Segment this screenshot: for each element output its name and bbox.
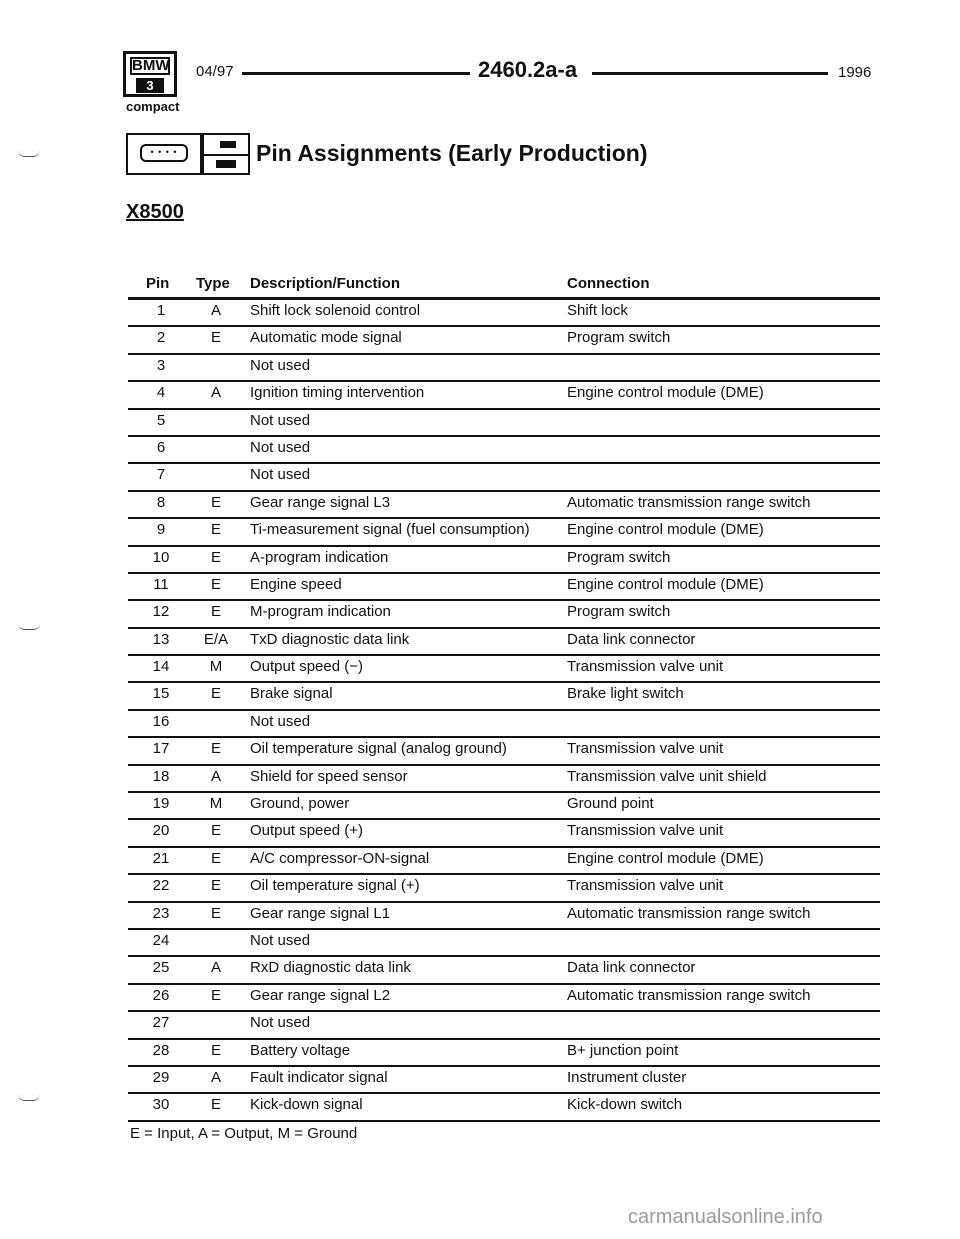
pin-cell: 3 xyxy=(156,356,166,374)
connection-cell: Engine control module (DME) xyxy=(567,521,764,539)
table-row xyxy=(0,683,960,710)
col-connection: Connection xyxy=(567,275,650,292)
description-cell: Shift lock solenoid control xyxy=(250,302,421,319)
pin-cell: 29 xyxy=(152,1068,170,1086)
col-type: Type xyxy=(196,275,230,292)
connection-cell: Program switch xyxy=(567,548,671,566)
type-cell: E xyxy=(210,521,221,539)
pin-cell: 16 xyxy=(152,712,170,730)
type-cell: E xyxy=(210,548,221,566)
connection-cell: Transmission valve unit shield xyxy=(567,767,767,785)
table-row xyxy=(0,601,960,628)
table-row xyxy=(0,875,960,902)
type-cell: A xyxy=(210,384,221,402)
table-row xyxy=(0,1094,960,1121)
logo-series: 3 xyxy=(136,78,164,93)
table-row xyxy=(0,656,960,683)
description-cell: Ground, power xyxy=(250,795,350,813)
description-cell: Fault indicator signal xyxy=(250,1068,388,1086)
description-cell: Automatic mode signal xyxy=(250,329,402,347)
type-cell: M xyxy=(209,795,223,813)
margin-mark xyxy=(18,1094,40,1101)
type-cell: E xyxy=(210,904,221,922)
header-code: 2460.2a-a xyxy=(478,57,578,82)
pin-cell: 12 xyxy=(152,603,170,621)
table-row xyxy=(0,1067,960,1094)
pin-cell: 25 xyxy=(152,959,170,977)
type-cell: A xyxy=(210,767,221,785)
header-rule-right xyxy=(592,72,828,75)
type-cell: A xyxy=(210,1068,221,1086)
watermark: carmanualsonline.info xyxy=(628,1206,823,1228)
type-cell: E xyxy=(210,849,221,867)
pin-cell: 21 xyxy=(152,849,170,867)
description-cell: RxD diagnostic data link xyxy=(250,959,411,977)
table-row xyxy=(0,437,960,464)
table-row xyxy=(0,519,960,546)
connection-cell: Kick-down switch xyxy=(567,1096,683,1114)
description-cell: Not used xyxy=(250,712,311,730)
pin-cell: 15 xyxy=(152,685,170,703)
type-cell: E xyxy=(210,603,221,621)
connector-icon: • • • • xyxy=(126,133,202,175)
connection-cell: Transmission valve unit xyxy=(567,740,724,758)
connection-cell: Shift lock xyxy=(567,302,628,319)
pin-cell: 1 xyxy=(156,302,166,319)
connection-cell: Ground point xyxy=(567,795,654,813)
connection-cell: B+ junction point xyxy=(567,1041,679,1059)
table-row xyxy=(0,957,960,984)
table-row xyxy=(0,1012,960,1039)
pin-cell: 28 xyxy=(152,1041,170,1059)
table-row xyxy=(0,985,960,1012)
table-row xyxy=(0,738,960,765)
connection-cell: Engine control module (DME) xyxy=(567,384,764,402)
description-cell: TxD diagnostic data link xyxy=(250,630,410,648)
pin-cell: 17 xyxy=(152,740,170,758)
type-cell: M xyxy=(209,658,223,676)
description-cell: Shield for speed sensor xyxy=(250,767,408,785)
table-row xyxy=(0,382,960,409)
description-cell: Not used xyxy=(250,411,311,429)
connection-cell: Automatic transmission range switch xyxy=(567,904,811,922)
table-row xyxy=(0,793,960,820)
pin-cell: 20 xyxy=(152,822,170,840)
description-cell: Not used xyxy=(250,931,311,949)
type-cell: E xyxy=(210,877,221,895)
pin-cell: 2 xyxy=(156,329,166,347)
description-cell: Not used xyxy=(250,466,311,484)
type-cell: E xyxy=(210,740,221,758)
connector-id: X8500 xyxy=(126,201,184,223)
description-cell: Oil temperature signal (analog ground) xyxy=(250,740,507,758)
table-row xyxy=(0,903,960,930)
description-cell: Gear range signal L3 xyxy=(250,493,391,511)
logo-subtitle: compact xyxy=(126,99,180,114)
description-cell: Battery voltage xyxy=(250,1041,351,1059)
margin-mark xyxy=(18,623,40,630)
legend-footnote: E = Input, A = Output, M = Ground xyxy=(130,1125,358,1142)
pin-cell: 27 xyxy=(152,1014,170,1032)
bmw-3-logo xyxy=(123,51,177,97)
table-row xyxy=(0,410,960,437)
row-rule xyxy=(128,1120,880,1122)
type-cell: E xyxy=(210,1096,221,1114)
table-row xyxy=(0,820,960,847)
connection-cell: Transmission valve unit xyxy=(567,658,724,676)
description-cell: Ignition timing intervention xyxy=(250,384,425,402)
pin-cell: 24 xyxy=(152,931,170,949)
pin-cell: 4 xyxy=(156,384,166,402)
description-cell: A/C compressor-ON-signal xyxy=(250,849,430,867)
pin-cell: 22 xyxy=(152,877,170,895)
table-row xyxy=(0,547,960,574)
pin-cell: 5 xyxy=(156,411,166,429)
type-cell: E xyxy=(210,685,221,703)
connection-cell: Engine control module (DME) xyxy=(567,849,764,867)
pin-cell: 11 xyxy=(153,575,169,593)
description-cell: Gear range signal L2 xyxy=(250,986,391,1004)
connection-cell: Transmission valve unit xyxy=(567,877,724,895)
pin-cell: 7 xyxy=(156,466,166,484)
section-title: Pin Assignments (Early Production) xyxy=(256,140,648,166)
connection-cell: Program switch xyxy=(567,329,671,347)
description-cell: Oil temperature signal (+) xyxy=(250,877,420,895)
table-row xyxy=(0,464,960,491)
pin-cell: 23 xyxy=(152,904,170,922)
description-cell: Output speed (+) xyxy=(250,822,363,840)
logo-brand: BMW xyxy=(132,57,170,74)
type-cell: E xyxy=(210,822,221,840)
description-cell: Kick-down signal xyxy=(250,1096,363,1114)
type-cell: A xyxy=(210,302,221,319)
pin-io-icon xyxy=(202,133,250,175)
pin-cell: 13 xyxy=(152,630,170,648)
header-year: 1996 xyxy=(838,64,872,81)
description-cell: Not used xyxy=(250,1014,311,1032)
connection-cell: Program switch xyxy=(567,603,671,621)
margin-mark xyxy=(18,150,40,157)
table-row xyxy=(0,327,960,354)
description-cell: Engine speed xyxy=(250,575,342,593)
connection-cell: Data link connector xyxy=(567,630,696,648)
pin-cell: 10 xyxy=(152,548,170,566)
type-cell: E/A xyxy=(203,630,229,648)
description-cell: Output speed (−) xyxy=(250,658,363,676)
col-description: Description/Function xyxy=(250,275,400,292)
description-cell: Not used xyxy=(250,356,311,374)
pin-cell: 14 xyxy=(152,658,170,676)
pin-cell: 6 xyxy=(156,438,166,456)
header-rule-left xyxy=(242,72,470,75)
table-row xyxy=(0,766,960,793)
type-cell: E xyxy=(210,329,221,347)
table-row xyxy=(0,930,960,957)
connection-cell: Data link connector xyxy=(567,959,696,977)
connection-cell: Brake light switch xyxy=(567,685,684,703)
pin-cell: 19 xyxy=(152,795,170,813)
connection-cell: Engine control module (DME) xyxy=(567,575,764,593)
type-cell: E xyxy=(210,575,221,593)
description-cell: Not used xyxy=(250,438,311,456)
description-cell: Ti-measurement signal (fuel consumption) xyxy=(250,521,530,539)
type-cell: A xyxy=(210,959,221,977)
description-cell: Brake signal xyxy=(250,685,333,703)
table-row xyxy=(0,711,960,738)
pin-cell: 18 xyxy=(152,767,170,785)
pin-cell: 9 xyxy=(156,521,166,539)
table-row xyxy=(0,848,960,875)
table-header xyxy=(0,275,960,295)
description-cell: M-program indication xyxy=(250,603,391,621)
type-cell: E xyxy=(210,493,221,511)
connection-cell: Instrument cluster xyxy=(567,1068,687,1086)
connection-cell: Automatic transmission range switch xyxy=(567,986,811,1004)
table-row xyxy=(0,574,960,601)
type-cell: E xyxy=(210,986,221,1004)
header-date: 04/97 xyxy=(196,63,234,80)
table-row xyxy=(0,1040,960,1067)
table-row xyxy=(0,300,960,327)
connection-cell: Transmission valve unit xyxy=(567,822,724,840)
description-cell: Gear range signal L1 xyxy=(250,904,391,922)
type-cell: E xyxy=(210,1041,221,1059)
table-row xyxy=(0,355,960,382)
pin-cell: 30 xyxy=(152,1096,170,1114)
col-pin: Pin xyxy=(146,275,170,292)
pin-cell: 26 xyxy=(152,986,170,1004)
pin-cell: 8 xyxy=(156,493,166,511)
connection-cell: Automatic transmission range switch xyxy=(567,493,811,511)
table-row xyxy=(0,629,960,656)
description-cell: A-program indication xyxy=(250,548,389,566)
table-row xyxy=(0,492,960,519)
pin-table xyxy=(0,300,960,1122)
